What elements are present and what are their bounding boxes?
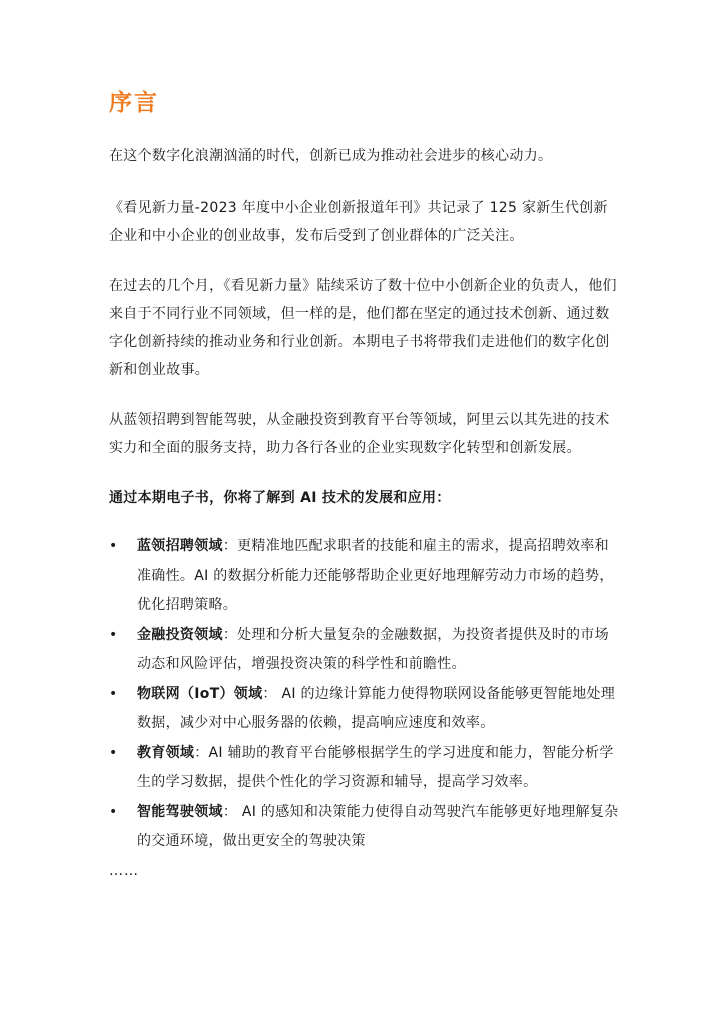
lead-heading: 通过本期电子书，你将了解到 AI 技术的发展和应用： bbox=[109, 490, 451, 506]
list-item bbox=[109, 621, 620, 680]
continuation-ellipsis: …… bbox=[109, 862, 139, 879]
bullet-text: ：处理和分析大量复杂的金融数据，为投资者提供及时的市场动态和风险评估，增强投资决策的科学性和前瞻性。 bbox=[137, 626, 609, 672]
bullet-heading: 金融投资领域 bbox=[137, 626, 223, 643]
list-item bbox=[109, 798, 620, 857]
bullet-text: ： AI 的感知和决策能力使得自动驾驶汽车能够更好地理解复杂的交通环境，做出更安全的驾驶决策 bbox=[137, 803, 619, 849]
bullet-text: ：AI 辅助的教育平台能够根据学生的学习进度和能力，智能分析学生的学习数据，提供个性化的学习资源和辅导，提高学习效率。 bbox=[137, 744, 614, 790]
yearbook-paragraph: 《看见新力量-2023 年度中小企业创新报道年刊》共记录了 125 家新生代创新企业和中小企业的创业故事，发布后受到了创业群体的广泛关注。 bbox=[109, 200, 608, 244]
bullet-heading: 智能驾驶领域 bbox=[137, 803, 223, 820]
bullet-dot-icon: • bbox=[109, 538, 118, 554]
aliyun-paragraph: 从蓝领招聘到智能驾驶，从金融投资到教育平台等领域，阿里云以其先进的技术实力和全面的服务支持，助力各行各业的企业实现数字化转型和创新发展。 bbox=[109, 412, 610, 456]
bullet-heading: 物联网（IoT）领域 bbox=[137, 685, 263, 702]
interviews-paragraph: 在过去的几个月，《看见新力量》陆续采访了数十位中小创新企业的负责人，他们来自于不同行业不同领域，但一样的是，他们都在坚定的通过技术创新、通过数字化创新持续的推动业务和行业创新。本期电子书将带我们走进他们的数字化创新和创业故事。 bbox=[109, 278, 617, 378]
list-item bbox=[109, 739, 620, 798]
list-item bbox=[109, 532, 620, 621]
intro-paragraph: 在这个数字化浪潮汹涌的时代，创新已成为推动社会进步的核心动力。 bbox=[109, 148, 553, 164]
ai-applications-list bbox=[109, 532, 620, 857]
bullet-heading: 教育领域 bbox=[137, 744, 195, 761]
bullet-dot-icon: • bbox=[109, 744, 118, 761]
bullet-text: ：更精准地匹配求职者的技能和雇主的需求，提高招聘效率和准确性。AI 的数据分析能力还能够帮助企业更好地理解劳动力市场的趋势，优化招聘策略。 bbox=[137, 538, 614, 613]
bullet-heading: 蓝领招聘领域 bbox=[137, 538, 223, 554]
page-title: 序言 bbox=[109, 90, 159, 116]
bullet-dot-icon: • bbox=[109, 803, 118, 820]
bullet-text: ： AI 的边缘计算能力使得物联网设备能够更智能地处理数据，减少对中心服务器的依赖，提高响应速度和效率。 bbox=[137, 685, 616, 731]
bullet-dot-icon: • bbox=[109, 626, 118, 643]
list-item bbox=[109, 680, 620, 739]
bullet-dot-icon: • bbox=[109, 685, 118, 702]
